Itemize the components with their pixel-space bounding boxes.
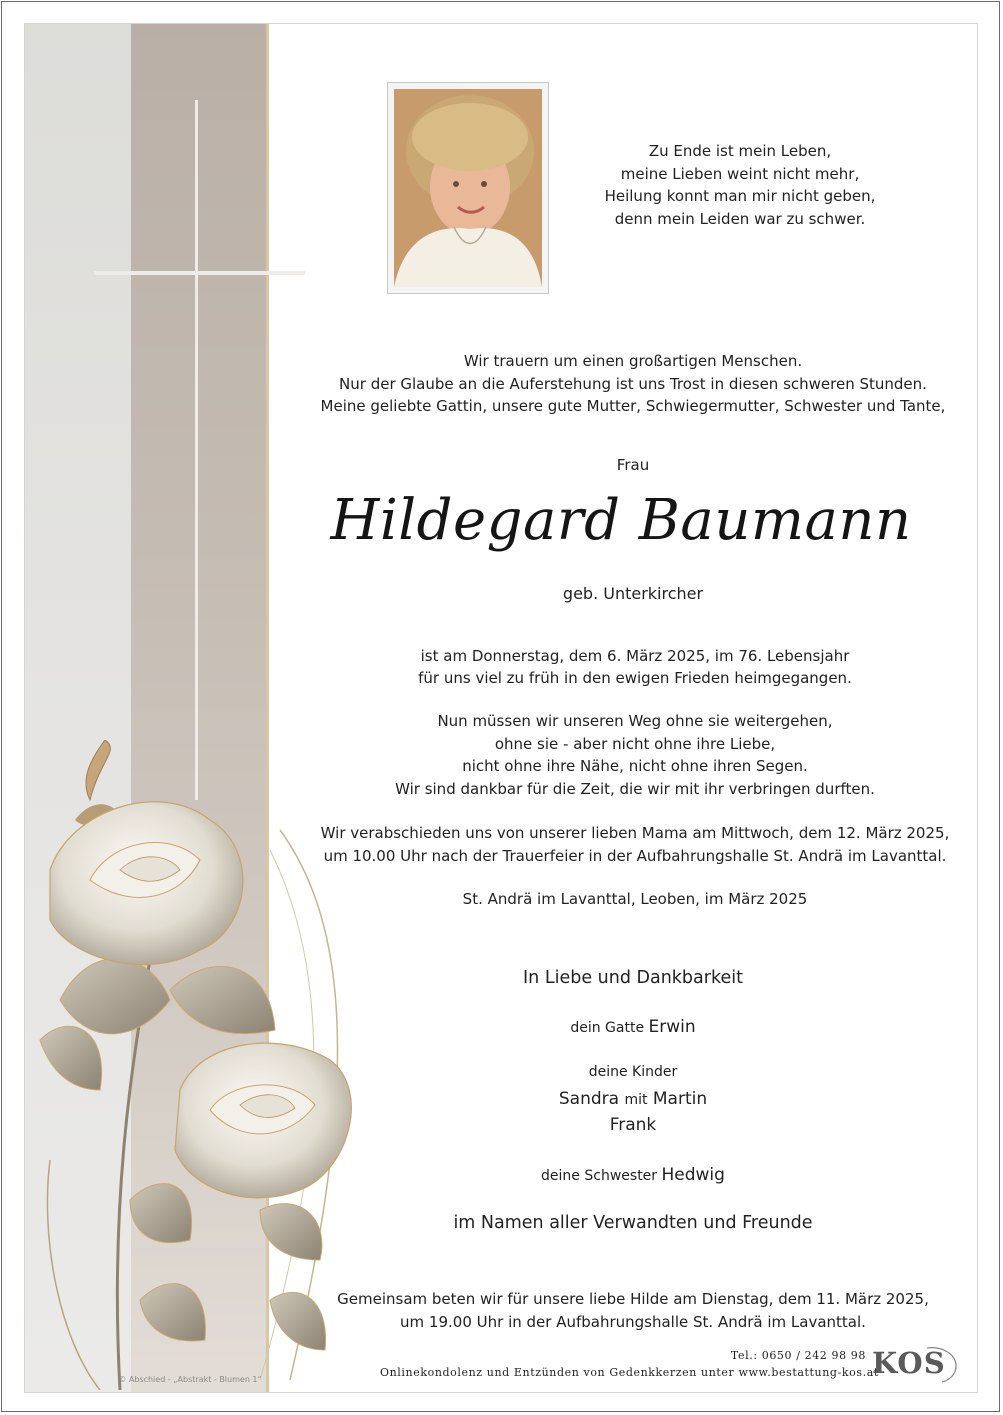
kos-logo	[872, 1344, 962, 1384]
poem-line: denn mein Leiden war zu schwer.	[614, 209, 866, 228]
farewell-line: Wir sind dankbar für die Zeit, die wir mit ihr verbringen durften.	[395, 779, 875, 798]
poem-line: Zu Ende ist mein Leben,	[648, 142, 832, 160]
farewell-line: Nun müssen wir unseren Weg ohne sie weitergehen,	[437, 712, 833, 730]
prayer-line: Gemeinsam beten wir für unsere liebe Hilde am Dienstag, dem 11. März 2025,	[337, 1290, 929, 1308]
footer-phone: Tel.: 0650 / 242 98 98	[730, 1349, 866, 1362]
funeral-info-line: Wir verabschieden uns von unserer lieben Mama am Mittwoch, dem 12. März 2025,	[320, 824, 950, 842]
funeral-info-line: um 10.00 Uhr nach der Trauerfeier in der Aufbahrungshalle St. Andrä im Lavanttal.	[323, 846, 947, 865]
portrait-photo-frame	[387, 82, 549, 294]
child1-name: Sandra	[558, 1089, 620, 1109]
birth-name: geb. Unterkircher	[562, 584, 704, 603]
poem	[600, 140, 880, 230]
cross-icon	[195, 100, 198, 800]
death-notice-line: ist am Donnerstag, dem 6. März 2025, im 76. Lebensjahr	[420, 647, 850, 665]
poem-line: meine Lieben weint nicht mehr,	[620, 164, 860, 183]
portrait-photo	[394, 89, 542, 287]
salutation: Frau	[616, 456, 650, 474]
intro-text	[320, 350, 946, 418]
husband-label: dein Gatte	[570, 1020, 645, 1036]
prayer-info	[320, 1288, 946, 1333]
sister-label: deine Schwester	[541, 1168, 658, 1184]
intro-line: Nur der Glaube an die Auferstehung ist uns Trost in diesen schweren Stunden.	[339, 374, 927, 393]
child1-partner: Martin	[652, 1089, 708, 1109]
logo-arc-icon	[872, 1344, 962, 1384]
farewell-line: nicht ohne ihre Nähe, nicht ohne ihren Segen.	[462, 757, 808, 775]
mourners-closing: im Namen aller Verwandten und Freunde	[453, 1213, 813, 1233]
poem-line: Heilung konnt man mir nicht geben,	[604, 187, 876, 205]
sister-name: Hedwig	[661, 1165, 725, 1185]
intro-line: Meine geliebte Gattin, unsere gute Mutter, Schwiegermutter, Schwester und Tante,	[320, 397, 946, 415]
child1-with: mit	[624, 1092, 648, 1108]
deceased-name: Hildegard Baumann	[330, 488, 912, 553]
mourner-sister	[480, 1165, 786, 1185]
mourner-child-2: Frank	[609, 1115, 657, 1135]
funeral-info	[310, 822, 960, 867]
husband-name: Erwin	[648, 1017, 696, 1037]
death-notice	[340, 645, 930, 689]
intro-line: Wir trauern um einen großartigen Menschen.	[463, 352, 803, 370]
children-label: deine Kinder	[588, 1064, 678, 1080]
farewell-line: ohne sie - aber nicht ohne ihre Liebe,	[494, 734, 776, 753]
farewell-text	[340, 710, 930, 800]
logo-text: KOS	[872, 1346, 946, 1380]
mourner-child-1	[480, 1089, 786, 1109]
place-date: St. Andrä im Lavanttal, Leoben, im März 2025	[462, 890, 808, 908]
footer-online-link[interactable]: Onlinekondolenz und Entzünden von Gedenkkerzen unter www.bestattung-kos.at	[380, 1366, 879, 1379]
mourners-heading: In Liebe und Dankbarkeit	[523, 968, 743, 988]
mourner-husband	[500, 1017, 766, 1037]
image-credit: © Abschied - „Abstrakt - Blumen 1“	[118, 1375, 262, 1384]
death-notice-line: für uns viel zu früh in den ewigen Frieden heimgegangen.	[418, 669, 852, 687]
cross-bar	[94, 271, 305, 275]
prayer-line: um 19.00 Uhr in der Aufbahrungshalle St. Andrä im Lavanttal.	[400, 1312, 866, 1331]
